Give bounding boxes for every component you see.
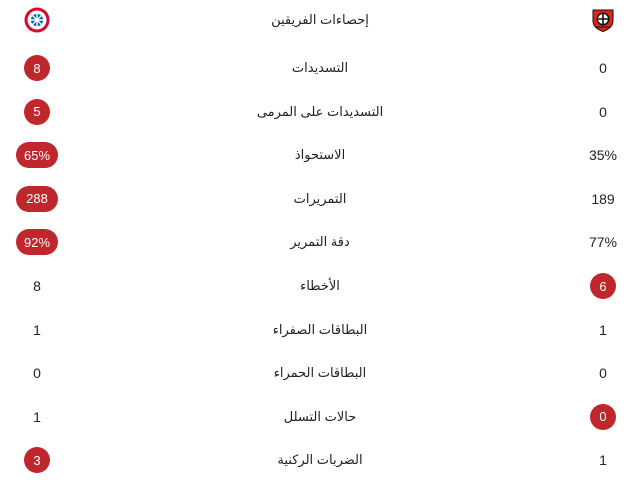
stat-row — [0, 179, 640, 219]
stat-row — [0, 92, 640, 132]
right-team-stat-value: 189 — [591, 190, 615, 207]
right-team-value-cell — [566, 353, 640, 393]
stat-row — [0, 310, 640, 350]
left-team-stat-value: 1 — [33, 408, 41, 425]
stats-header-row — [0, 0, 640, 40]
left-team-value-cell — [0, 48, 74, 88]
stat-label: الاستحواذ — [294, 147, 346, 163]
right-team-stat-value: 0 — [599, 103, 607, 120]
stat-row — [0, 353, 640, 393]
right-team-value-cell — [566, 48, 640, 88]
stat-label: الضربات الركنية — [277, 452, 363, 468]
left-team-stat-value: 0 — [33, 365, 41, 382]
left-team-value-cell — [0, 222, 74, 262]
right-team-stat-value-highlighted: 6 — [590, 273, 616, 299]
left-team-value-cell — [0, 179, 74, 219]
left-team-value-cell — [0, 310, 74, 350]
bayer-leverkusen-logo-icon — [590, 7, 616, 33]
left-team-value-cell — [0, 266, 74, 306]
right-team-value-cell — [566, 179, 640, 219]
left-team-logo-cell — [0, 0, 74, 40]
left-team-stat-value-highlighted: 5 — [24, 99, 50, 125]
left-team-stat-value-highlighted: 288 — [16, 186, 58, 212]
right-team-stat-value: 35% — [588, 147, 618, 164]
left-team-stat-value-highlighted: 65% — [16, 142, 58, 168]
right-team-value-cell — [566, 397, 640, 437]
right-team-value-cell — [566, 135, 640, 175]
left-team-stat-value: 1 — [33, 321, 41, 338]
stat-label: التسديدات على المرمى — [256, 103, 384, 119]
stats-title: إحصاءات الفريقين — [271, 12, 369, 27]
right-team-stat-value: 1 — [599, 321, 607, 338]
left-team-stat-value-highlighted: 3 — [24, 447, 50, 473]
left-team-value-cell — [0, 397, 74, 437]
stat-row — [0, 440, 640, 480]
stat-label: البطاقات الحمراء — [273, 365, 367, 381]
stat-row — [0, 135, 640, 175]
stat-row — [0, 48, 640, 88]
left-team-value-cell — [0, 135, 74, 175]
right-team-value-cell — [566, 440, 640, 480]
stat-row — [0, 397, 640, 437]
right-team-stat-value: 0 — [599, 60, 607, 76]
left-team-stat-value-highlighted: 8 — [24, 55, 50, 81]
right-team-value-cell — [566, 310, 640, 350]
left-team-value-cell — [0, 440, 74, 480]
right-team-value-cell — [566, 222, 640, 262]
right-team-stat-value-highlighted: 0 — [590, 404, 616, 430]
left-team-stat-value: 8 — [33, 278, 41, 294]
left-team-stat-value-highlighted: 92% — [16, 229, 58, 255]
stat-label: التمريرات — [293, 190, 347, 206]
stat-label: دقة التمرير — [290, 234, 350, 250]
stat-label: الأخطاء — [300, 278, 340, 293]
bayern-munich-logo-icon — [24, 7, 50, 33]
stat-label: حالات التسلل — [283, 408, 357, 424]
stat-label: البطاقات الصفراء — [272, 321, 368, 337]
right-team-stat-value: 0 — [599, 365, 607, 382]
right-team-stat-value: 1 — [599, 452, 607, 469]
stat-row — [0, 222, 640, 262]
stat-label: التسديدات — [291, 60, 349, 75]
right-team-value-cell — [566, 92, 640, 132]
left-team-value-cell — [0, 92, 74, 132]
right-team-stat-value: 77% — [588, 234, 618, 251]
stat-row — [0, 266, 640, 306]
right-team-logo-cell — [566, 0, 640, 40]
left-team-value-cell — [0, 353, 74, 393]
right-team-value-cell — [566, 266, 640, 306]
